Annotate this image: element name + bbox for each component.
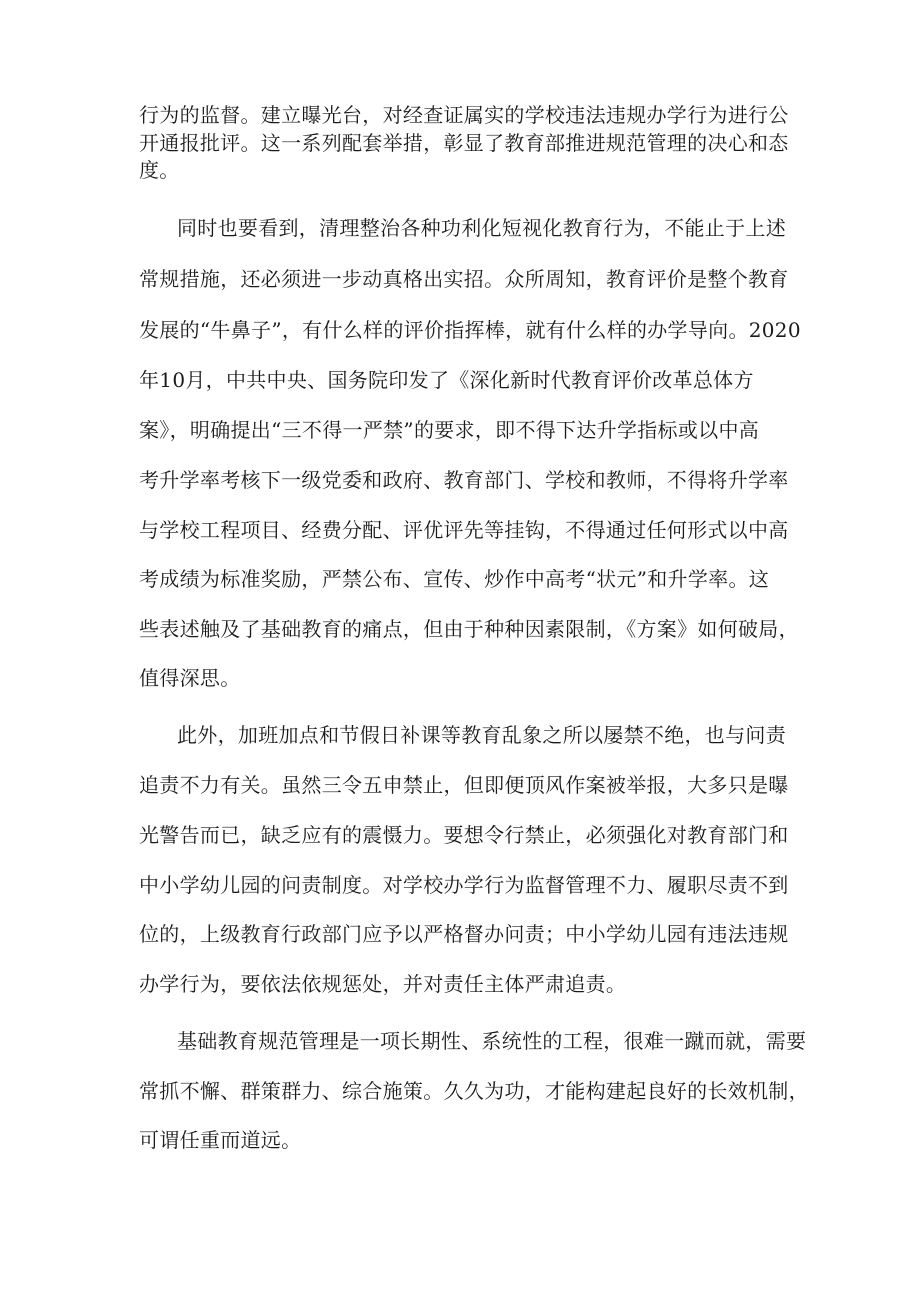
text-line: 办学行为，要依法依规惩处，并对责任主体严肃追责。 — [139, 972, 627, 996]
text-line: 值得深思。 — [139, 666, 241, 690]
text-line: 行为的监督。建立曝光台，对经查证属实的学校违法违规办学行为进行公 — [139, 103, 789, 127]
text-line: 中小学幼儿园的问责制度。对学校办学行为监督管理不力、履职尽责不到 — [139, 873, 789, 897]
text-line: 度。 — [139, 158, 180, 182]
text-line: 可谓任重而道远。 — [139, 1128, 302, 1152]
text-line: 常抓不懈、群策群力、综合施策。久久为功，才能构建起良好的长效机制， — [139, 1079, 809, 1103]
text-line: 案》，明确提出“三不得一严禁”的要求，即不得下达升学指标或以中高 — [139, 418, 760, 442]
text-line: 常规措施，还必须进一步动真格出实招。众所周知，教育评价是整个教育 — [139, 267, 789, 291]
text-line: 些表述触及了基础教育的痛点，但由于种种因素限制，《方案》如何破局， — [139, 617, 799, 641]
text-line: 此外，加班加点和节假日补课等教育乱象之所以屡禁不绝，也与问责 — [177, 723, 786, 747]
text-line: 与学校工程项目、经费分配、评优评先等挂钩，不得通过任何形式以中高 — [139, 518, 789, 542]
text-line: 同时也要看到，清理整治各种功利化短视化教育行为，不能止于上述 — [177, 216, 786, 240]
text-line: 位的，上级教育行政部门应予以严格督办问责；中小学幼儿园有违法违规 — [139, 922, 789, 946]
text-line: 基础教育规范管理是一项长期性、系统性的工程，很难一蹴而就，需要 — [177, 1029, 807, 1053]
text-line: 光警告而已，缺乏应有的震慑力。要想令行禁止，必须强化对教育部门和 — [139, 823, 789, 847]
text-line: 考升学率考核下一级党委和政府、教育部门、学校和教师，不得将升学率 — [139, 468, 789, 492]
text-line: 考成绩为标准奖励，严禁公布、宣传、炒作中高考“状元”和升学率。这 — [139, 567, 770, 591]
text-line: 开通报批评。这一系列配套举措，彰显了教育部推进规范管理的决心和态 — [139, 131, 789, 155]
text-line: 年10月，中共中央、国务院印发了《深化新时代教育评价改革总体方 — [139, 368, 754, 392]
text-line: 发展的“牛鼻子”，有什么样的评价指挥棒，就有什么样的办学导向。2020 — [139, 318, 801, 342]
text-line: 追责不力有关。虽然三令五申禁止，但即便顶风作案被举报，大多只是曝 — [139, 773, 789, 797]
